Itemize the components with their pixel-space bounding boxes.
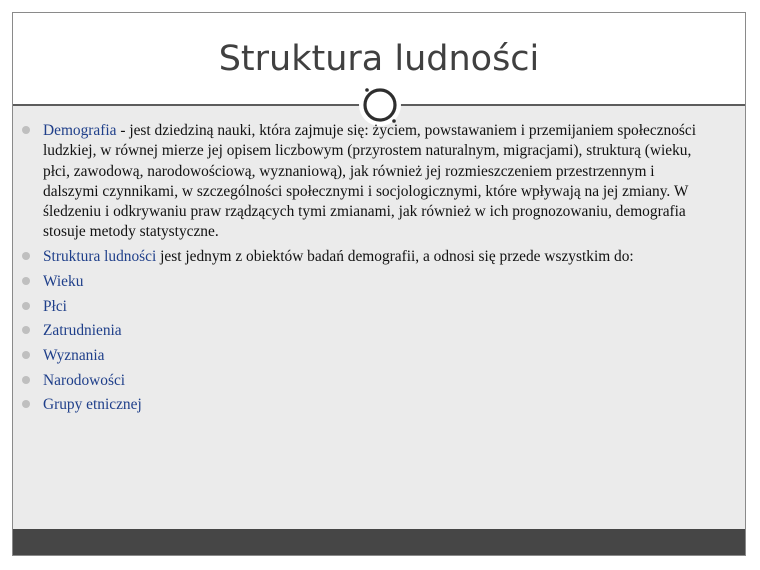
bullet-icon: [22, 302, 30, 310]
bullet-lead: Struktura ludności: [43, 248, 157, 266]
bullet-item: [22, 121, 712, 243]
bullet-text: - jest dziedziną nauki, która zajmuje się: życiem, powstawaniem i przemijaniem społeczności ludzkiej, w równej mierze jej opisem liczbowym (przyrostem naturalnym, migracjami), strukturą (wieku, płci, zawodową, narodowościową, wyznaniową), jak również jej rozmieszczeniem przestrzennym i dalszymi czynnikami, w szczególności społecznymi i socjologicznymi, które wpływają na jej zmiany. W śledzeniu i odkrywaniu praw rządzących tymi zmianami, jak również w ich prognozowaniu, demografia stosuje metody statystyczne.: [43, 122, 697, 241]
bullet-item: [22, 272, 712, 292]
bullet-icon: [22, 126, 30, 134]
bullet-icon: [22, 376, 30, 384]
bullet-item: [22, 297, 712, 317]
bullet-icon: [22, 400, 30, 408]
bullet-lead: Demografia: [43, 122, 117, 139]
bullet-lead: Płci: [43, 297, 67, 315]
bullet-item: [22, 395, 712, 415]
bullet-lead: Grupy etnicznej: [43, 396, 142, 414]
bullet-text: jest jednym z obiektów badań demografii, a odnosi się przede wszystkim do:: [156, 248, 634, 266]
bullet-item: [22, 247, 712, 267]
bullet-item: [22, 346, 712, 366]
ring-emblem-icon: [359, 84, 401, 126]
footer-bar: [13, 529, 745, 555]
bullet-icon: [22, 326, 30, 334]
bullet-lead: Narodowości: [43, 371, 126, 389]
bullet-item: [22, 371, 712, 391]
bullet-icon: [22, 252, 30, 260]
bullet-item: [22, 321, 712, 341]
bullet-icon: [22, 277, 30, 285]
bullet-lead: Wieku: [43, 272, 84, 290]
bullet-lead: Wyznania: [43, 346, 105, 364]
bullet-lead: Zatrudnienia: [43, 322, 122, 340]
slide-title: Struktura ludności: [218, 39, 540, 79]
bullet-icon: [22, 351, 30, 359]
bullet-list: [22, 121, 712, 420]
